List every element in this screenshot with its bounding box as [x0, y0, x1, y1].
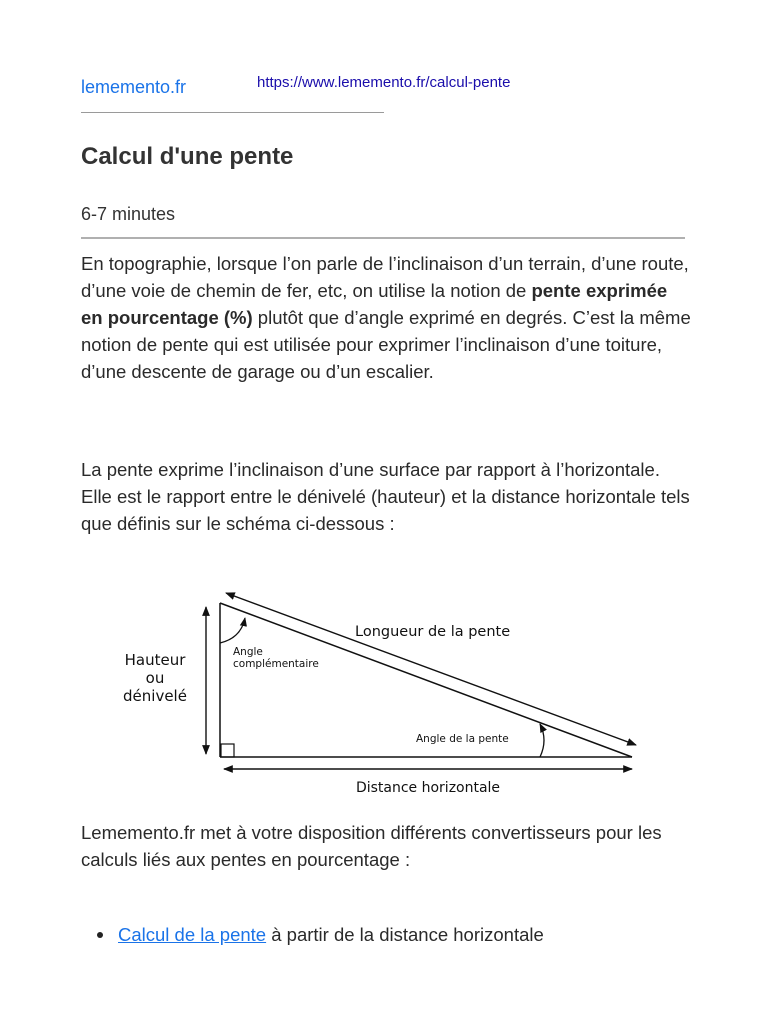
slope-angle-arc: [540, 724, 544, 757]
slope-diagram: [100, 588, 660, 803]
complementary-angle-label-1: Angle: [233, 646, 263, 658]
site-name-link[interactable]: lememento.fr: [81, 77, 187, 97]
horizontal-distance-label: Distance horizontale: [355, 780, 501, 796]
converters-paragraph: Lememento.fr met à votre disposition différents convertisseurs pour les calculs liés aux pentes en pourcentage :: [81, 822, 662, 870]
intro-text-end: plutôt que d’angle exprimé en degrés. C’est la même notion de pente qui est utilisée pour exprimer l’inclinaison d’une toiture, d’une descente de garage ou d’un escalier.: [81, 307, 691, 382]
height-label-line-2: ou: [145, 669, 165, 687]
content-divider: [81, 237, 685, 239]
slope-angle-label: Angle de la pente: [416, 733, 509, 745]
complementary-angle-arc: [220, 618, 245, 643]
slope-calculator-link[interactable]: Calcul de la pente: [118, 924, 267, 945]
intro-bold-text: pente exprimée en pourcentage (%): [81, 280, 668, 328]
slope-length-label: Longueur de la pente: [355, 624, 511, 640]
intro-paragraph: [81, 250, 691, 385]
definition-paragraph: La pente exprime l’inclinaison d’une surface par rapport à l’horizontale. Elle est le rapport entre le dénivelé (hauteur) et la distance horizontale tels que définis sur le schéma ci-dessous :: [81, 459, 690, 534]
header-divider: [81, 112, 384, 113]
height-label-line-1: Hauteur: [124, 651, 186, 669]
right-angle-marker: [221, 744, 234, 757]
list-item-text: à partir de la distance horizontale: [266, 924, 544, 945]
reading-time: 6-7 minutes: [81, 204, 176, 224]
intro-text-start: En topographie, lorsque l’on parle de l’inclinaison d’un terrain, d’une route, d’une voie de chemin de fer, etc, on utilise la notion de: [81, 253, 689, 301]
page-title: Calcul d'une pente: [81, 143, 294, 170]
converter-list: [81, 921, 701, 948]
list-item: [81, 921, 701, 948]
height-label-line-3: dénivelé: [123, 687, 187, 705]
bullet-icon: [97, 932, 103, 938]
page-header: [81, 74, 701, 102]
source-url-link[interactable]: https://www.lememento.fr/calcul-pente: [257, 74, 511, 91]
complementary-angle-label-2: complémentaire: [233, 658, 319, 670]
